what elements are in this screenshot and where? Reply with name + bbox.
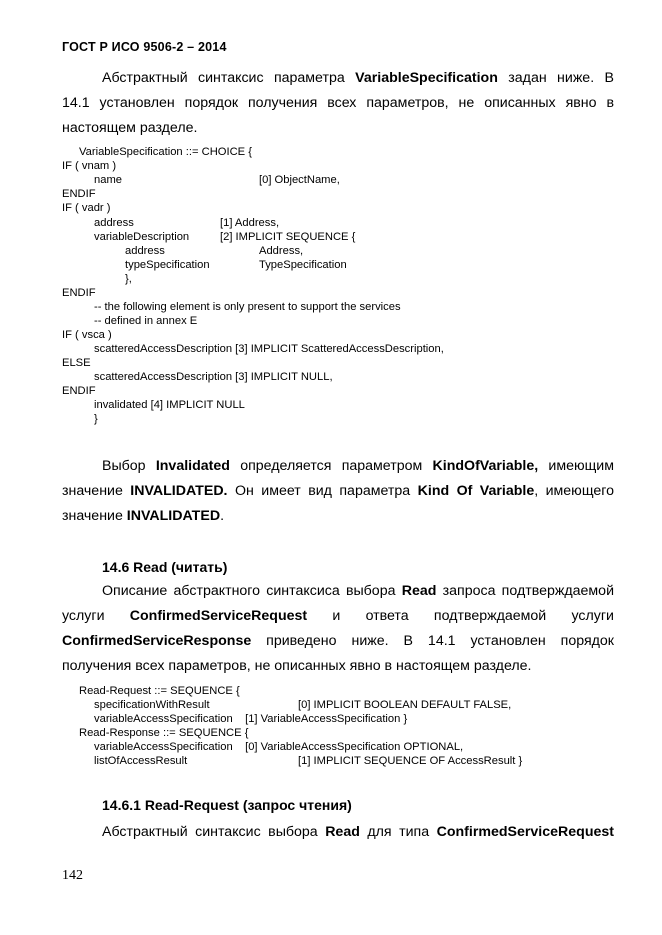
code-line: variableDescription xyxy=(94,231,190,243)
code-line: scatteredAccessDescription [3] IMPLICIT NULL, xyxy=(94,371,333,383)
term-invalidated-value: INVALIDATED. xyxy=(130,483,228,499)
paragraph-read-request xyxy=(62,820,614,845)
term-confirmed-service-request: ConfirmedServiceRequest xyxy=(129,608,308,624)
page-number: 142 xyxy=(62,868,83,883)
text: значение xyxy=(62,508,127,524)
code-line: [0] ObjectName, xyxy=(259,174,340,186)
text: для типа xyxy=(359,824,437,840)
text: 14.1 установлен порядок получения всех параметров, не описанных явно в xyxy=(62,95,614,111)
text: услуги xyxy=(62,608,105,624)
code-line: IF ( vnam ) xyxy=(62,160,117,172)
term-read: Read xyxy=(325,824,360,840)
text: . xyxy=(220,508,225,524)
code-line: [2] IMPLICIT SEQUENCE { xyxy=(220,231,356,243)
section-heading: 14.6 Read (читать) xyxy=(102,559,228,575)
code-line: }, xyxy=(125,273,132,285)
code-line: TypeSpecification xyxy=(259,259,347,271)
term-read: Read xyxy=(401,583,437,599)
code-line: name xyxy=(94,174,122,186)
code-line: typeSpecification xyxy=(125,259,210,271)
text: определяется параметром xyxy=(229,458,433,474)
code-line: variableAccessSpecification [0] VariableAccessSpecification OPTIONAL, xyxy=(94,741,464,753)
text: услуги xyxy=(571,608,614,624)
text: , имеющего xyxy=(534,483,614,499)
code-line: [1] Address, xyxy=(220,217,280,229)
text: Он имеет вид параметра xyxy=(227,483,418,499)
code-line: variableAccessSpecification [1] VariableAccessSpecification } xyxy=(94,713,408,725)
code-line: Read-Request ::= SEQUENCE { xyxy=(79,685,240,697)
code-line: address xyxy=(94,217,134,229)
term-variable-specification: VariableSpecification xyxy=(355,70,498,86)
text: Выбор xyxy=(102,458,156,474)
code-comment: -- defined in annex E xyxy=(94,315,198,327)
text: ответа xyxy=(365,608,409,624)
code-line: ENDIF xyxy=(62,188,96,200)
code-comment: -- the following element is only present to support the services xyxy=(94,301,401,313)
paragraph-invalidated xyxy=(62,454,614,529)
text: задан ниже. В xyxy=(497,70,614,86)
text: Абстрактный синтаксис параметра xyxy=(102,70,356,86)
text: получения всех параметров, не описанных явно в настоящем разделе. xyxy=(62,658,532,674)
code-line: IF ( vadr ) xyxy=(62,202,111,214)
code-line: Address, xyxy=(259,245,304,257)
document-header: ГОСТ Р ИСО 9506-2 – 2014 xyxy=(62,40,227,54)
term-invalidated: Invalidated xyxy=(155,458,230,474)
text: приведено ниже. В 14.1 установлен порядок xyxy=(251,633,614,649)
text: значение xyxy=(62,483,131,499)
term-invalidated-value: INVALIDATED xyxy=(126,508,221,524)
code-line: ELSE xyxy=(62,357,91,369)
paragraph-intro xyxy=(62,66,614,141)
code-line: ENDIF xyxy=(62,287,96,299)
text: и xyxy=(332,608,341,624)
text: запроса подтверждаемой xyxy=(436,583,614,599)
code-line: VariableSpecification ::= CHOICE { xyxy=(79,146,252,158)
code-line: specificationWithResult xyxy=(94,699,210,711)
code-line: invalidated [4] IMPLICIT NULL xyxy=(94,399,245,411)
code-line: Read-Response ::= SEQUENCE { xyxy=(79,727,249,739)
code-line: listOfAccessResult xyxy=(94,755,188,767)
code-line: address xyxy=(125,245,165,257)
term-kind-of-variable: KindOfVariable, xyxy=(432,458,539,474)
term-confirmed-service-response: ConfirmedServiceResponse xyxy=(62,633,252,649)
code-line: IF ( vsca ) xyxy=(62,329,112,341)
code-line: [0] IMPLICIT BOOLEAN DEFAULT FALSE, xyxy=(298,699,512,711)
paragraph-read-description xyxy=(62,579,614,679)
code-line: scatteredAccessDescription [3] IMPLICIT ScatteredAccessDescription, xyxy=(94,343,444,355)
text: настоящем разделе. xyxy=(62,120,198,136)
term-confirmed-service-request: ConfirmedServiceRequest xyxy=(436,824,614,840)
term-kind-of-variable: Kind Of Variable xyxy=(417,483,535,499)
text: имеющим xyxy=(538,458,614,474)
code-line: } xyxy=(94,413,98,425)
text: подтверждаемой xyxy=(433,608,547,624)
subsection-heading: 14.6.1 Read-Request (запрос чтения) xyxy=(102,797,352,813)
code-line: ENDIF xyxy=(62,385,96,397)
code-line: [1] IMPLICIT SEQUENCE OF AccessResult } xyxy=(298,755,523,767)
text: Абстрактный синтаксис выбора xyxy=(102,824,326,840)
text: Описание абстрактного синтаксиса выбора xyxy=(102,583,402,599)
